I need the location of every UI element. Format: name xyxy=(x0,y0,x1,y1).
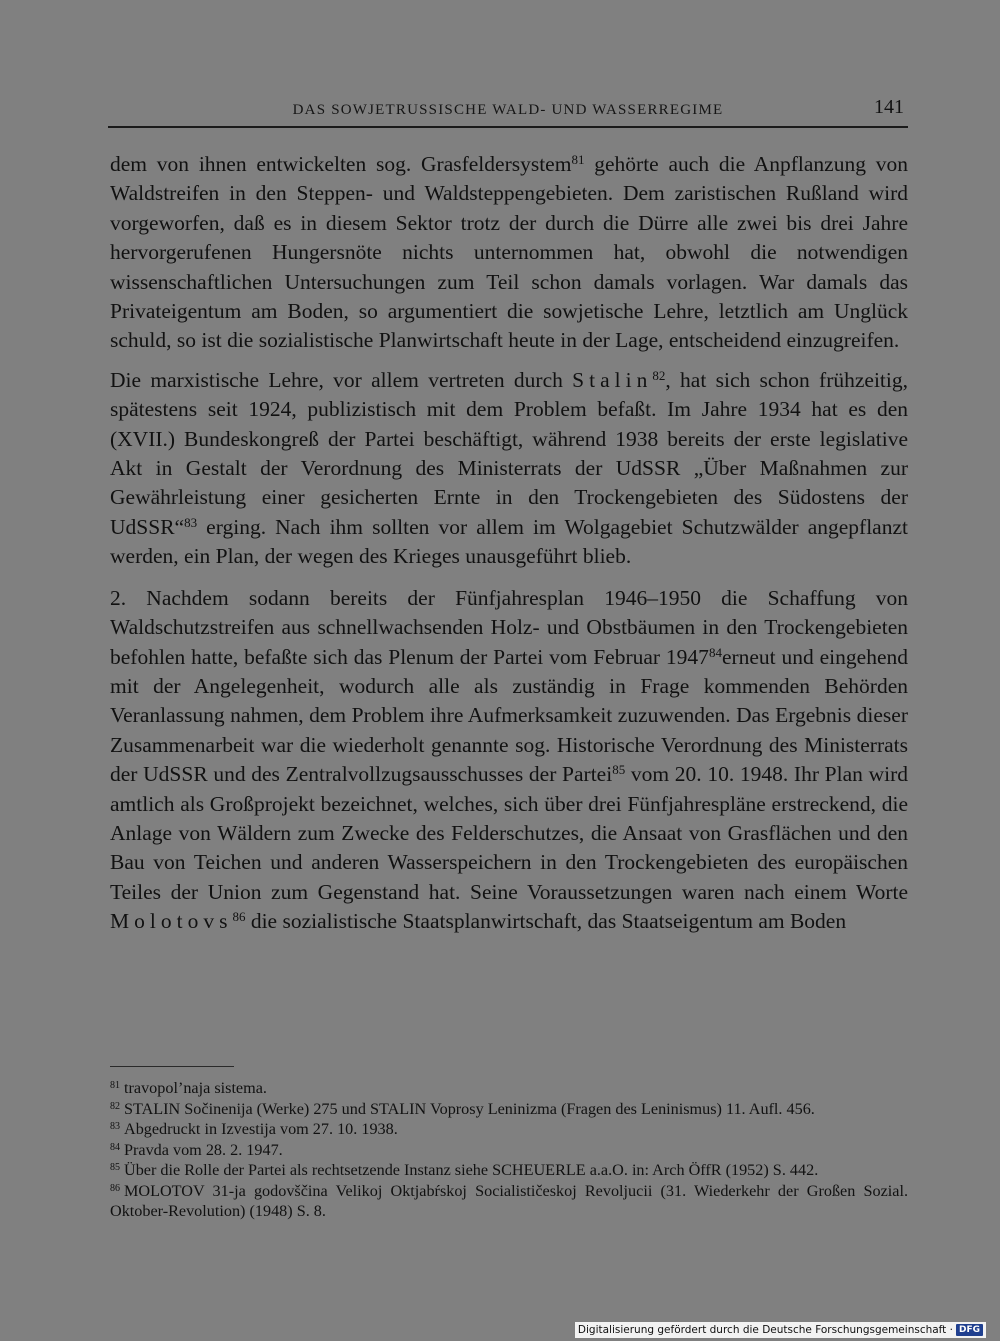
body-text xyxy=(110,150,908,947)
footnote-text: STALIN Sočinenija (Werke) 275 und STALIN Voprosy Leninizma (Fragen des Leninismus) 11. Aufl. 456. xyxy=(124,1099,815,1118)
footnote-ref: 84 xyxy=(708,644,722,660)
footnote-divider xyxy=(110,1066,234,1067)
text-run: die sozialistische Staatsplanwirtschaft, das Staatseigentum am Boden xyxy=(245,909,847,934)
footnote-text: Abgedruckt in Izvestija vom 27. 10. 1938. xyxy=(124,1120,398,1139)
footnote-text: Pravda vom 28. 2. 1947. xyxy=(124,1140,283,1159)
footnote-ref: 82 xyxy=(652,367,666,383)
text-run: dem von ihnen entwickelten sog. Grasfeldersystem xyxy=(110,152,572,176)
paragraph-3 xyxy=(110,584,908,937)
footnote-text: travopol’naja sistema. xyxy=(124,1079,267,1097)
footnote-number: 83 xyxy=(110,1121,120,1133)
footer-text: Digitalisierung gefördert durch die Deutsche Forschungsgemeinschaft · xyxy=(577,1324,953,1336)
running-head xyxy=(108,92,908,128)
paragraph-1 xyxy=(110,150,908,356)
footnote-number: 82 xyxy=(110,1100,120,1112)
footnote xyxy=(110,1079,908,1099)
running-title: DAS SOWJETRUSSISCHE WALD- UND WASSERREGIME xyxy=(292,102,724,118)
footnote-ref: 85 xyxy=(612,762,626,778)
footnote-number: 85 xyxy=(110,1162,120,1174)
text-run: 2. Nachdem sodann bereits der Fünfjahresplan 1946–1950 die Schaffung von Waldschutzstreifen aus schnellwachsenden Holz- und Obstbäumen in den Trockengebieten befohlen hatte, befaßte sich das Plenum der Partei vom Februar 1947 xyxy=(110,585,908,669)
spaced-name: Stalin xyxy=(572,367,653,392)
text-run: erging. Nach ihm sollten vor allem im Wolgagebiet Schutzwälder angepflanzt werden, ein Plan, der wegen des Krieges unausgeführt blieb. xyxy=(110,514,908,569)
footnote-number: 81 xyxy=(110,1080,120,1091)
text-run: vom 20. 10. 1948. Ihr Plan wird amtlich als Großprojekt bezeichnet, welches, sich über drei Fünfjahrespläne erstreckend, die Anlage von Wäldern zum Zwecke des Felderschutzes, die Ansaat von Grasflächen und den Bau von Teichen und anderen Wasserspeichern in den Trockengebieten des europäischen Teiles der Union zum Gegenstand hat. Seine Voraussetzungen waren nach einem Worte xyxy=(110,762,908,904)
footer-banner xyxy=(575,1322,986,1338)
footnote xyxy=(110,1100,908,1120)
footnote-number: 84 xyxy=(110,1141,120,1153)
footnote-ref: 83 xyxy=(184,514,198,530)
footnote xyxy=(110,1161,908,1181)
page-number: 141 xyxy=(874,96,904,118)
footnote-ref: 81 xyxy=(571,152,585,167)
footnotes xyxy=(110,1079,908,1222)
footnote xyxy=(110,1182,908,1221)
text-run: gehörte auch die Anpflanzung von Waldstreifen in den Steppen- und Waldsteppengebieten. Dem zaristischen Rußland wird vorgeworfen, daß es in diesem Sektor trotz der durch die Dürre alle zwei bis drei Jahre hervorgerufenen Hungersnöte nichts unternommen hat, obwohl die notwendigen wissenschaftlichen Untersuchungen zum Teil schon damals vorlagen. War damals das Privateigentum am Boden, so argumentiert die sowjetische Lehre, letztlich am Unglück schuld, so ist die sozialistische Planwirtschaft heute in der Lage, entscheidend einzugreifen. xyxy=(110,152,908,353)
footnote-number: 86 xyxy=(110,1182,120,1194)
footnote xyxy=(110,1120,908,1140)
footnote-text: MOLOTOV 31-ja godovščina Velikoj Oktjabŕskoj Socialističeskoj Revoljucii (31. Wiederkehr der Großen Sozial. Oktober-Revolution) (1948) S. 8. xyxy=(110,1181,908,1220)
footnote-ref: 86 xyxy=(232,909,246,925)
paragraph-2 xyxy=(110,366,908,572)
text-run: , hat sich schon frühzeitig, spätestens seit 1924, publizistisch mit dem Problem befaßt. Im Jahre 1934 hat es den (XVII.) Bundeskongreß der Partei beschäftigt, während 1938 bereits der erste legislative Akt in Gestalt der Verordnung des Ministerrats der UdSSR „Über Maßnahmen zur Gewährleistung einer gesicherten Ernte in den Trockengebieten des Südostens der UdSSR“ xyxy=(110,367,908,539)
text-run: Die marxistische Lehre, vor allem vertreten durch xyxy=(110,367,573,392)
spaced-name: Molotovs xyxy=(110,909,233,934)
text-run: erneut und eingehend mit der Angelegenheit, wodurch alle als zuständig in Frage kommenden Behörden Veranlassung nahmen, dem Problem ihre Aufmerksamkeit zuzuwenden. Das Ergebnis dieser Zusammenarbeit war die wiederholt genannte sog. Historische Verordnung des Ministerrats der UdSSR und des Zentralvollzugsausschusses der Partei xyxy=(110,644,908,787)
footnote xyxy=(110,1141,908,1161)
footnote-text: Über die Rolle der Partei als rechtsetzende Instanz siehe SCHEUERLE a.a.O. in: Arch ÖffR (1952) S. 442. xyxy=(124,1161,819,1180)
dfg-logo: DFG xyxy=(956,1324,983,1336)
